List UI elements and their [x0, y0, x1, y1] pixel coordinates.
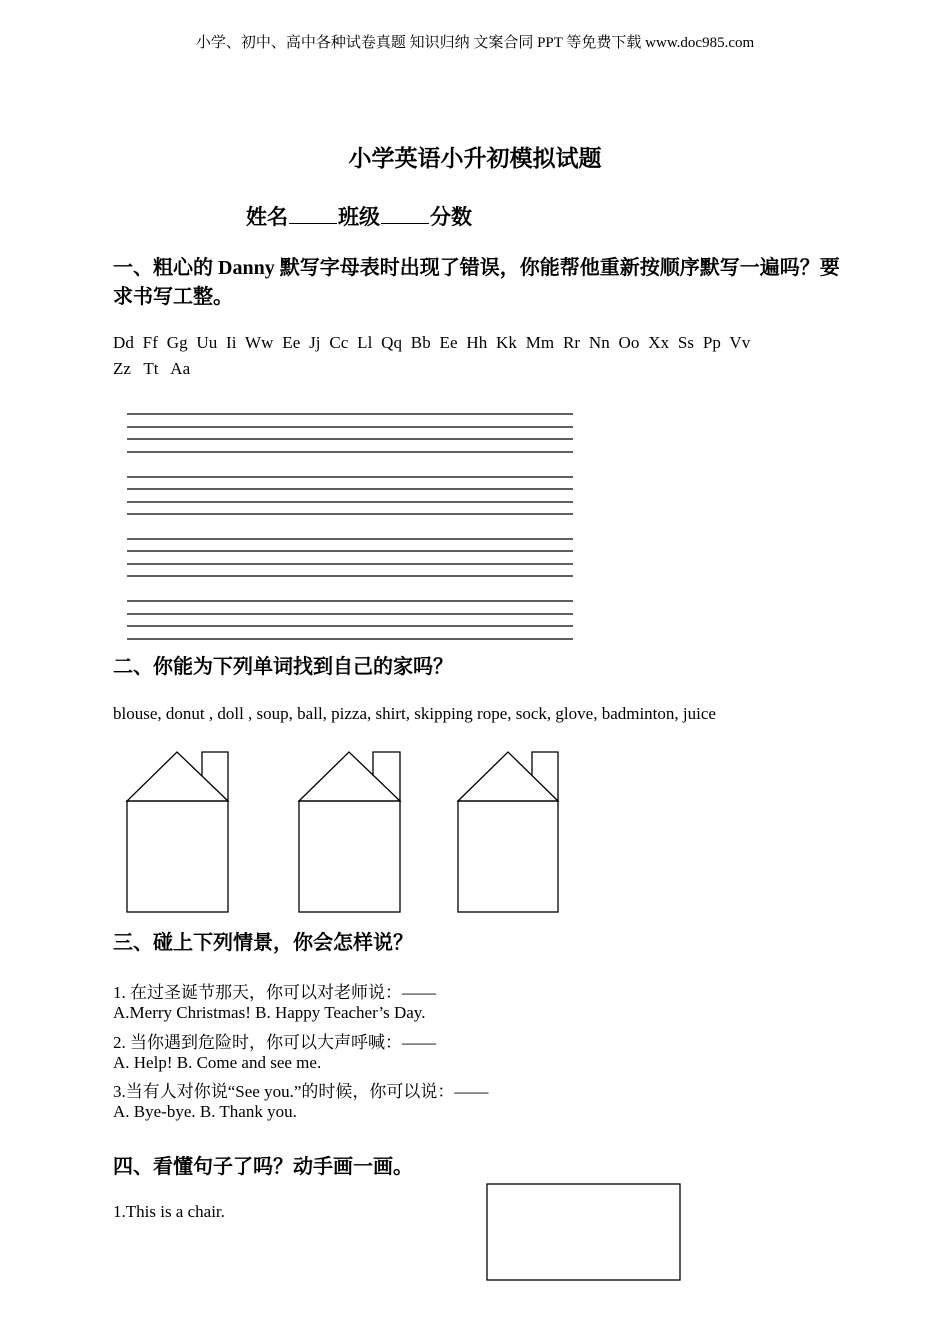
section1-heading: 一、粗心的 Danny 默写字母表时出现了错误，你能帮他重新按顺序默写一遍吗？要求书写工整。: [113, 257, 840, 308]
name-label: 姓名: [246, 205, 288, 229]
class-label: 班级: [338, 205, 380, 229]
draw-sentence-1: 1.This is a chair.: [113, 1202, 225, 1221]
letters-line-2: Zz Tt Aa: [113, 359, 191, 378]
page-title: 小学英语小升初模拟试题: [348, 146, 602, 171]
question-1-options: A.Merry Christmas! B. Happy Teacher’s Day.: [113, 1003, 426, 1022]
house-1[interactable]: [127, 752, 228, 912]
writing-line-group-2[interactable]: [127, 477, 573, 514]
score-label: 分数: [430, 205, 472, 229]
section2-heading: 二、你能为下列单词找到自己的家吗？: [113, 656, 453, 678]
house-3[interactable]: [458, 752, 558, 912]
question-3: 3.当有人对你说“See you.”的时候，你可以说：——: [113, 1082, 489, 1101]
section4-heading: 四、看懂句子了吗？动手画一画。: [113, 1156, 413, 1178]
writing-line-group-1[interactable]: [127, 414, 573, 452]
question-1: 1. 在过圣诞节那天，你可以对老师说：——: [113, 983, 436, 1002]
drawing-box[interactable]: [487, 1184, 680, 1280]
word-list: blouse, donut , doll , soup, ball, pizza, shirt, skipping rope, sock, glove, badminton, juice: [113, 704, 716, 723]
writing-line-group-4[interactable]: [127, 601, 573, 639]
page-header: 小学、初中、高中各种试卷真题 知识归纳 文案合同 PPT 等免费下载 www.doc985.com: [195, 35, 755, 51]
question-3-options: A. Bye-bye. B. Thank you.: [113, 1102, 297, 1121]
question-2: 2. 当你遇到危险时，你可以大声呼喊：——: [113, 1033, 436, 1052]
writing-line-group-3[interactable]: [127, 539, 573, 576]
section3-heading: 三、碰上下列情景，你会怎样说？: [113, 932, 413, 954]
question-2-options: A. Help! B. Come and see me.: [113, 1053, 322, 1072]
letters-line-1: Dd Ff Gg Uu Ii Ww Ee Jj Cc Ll Qq Bb Ee Hh Kk Mm Rr Nn Oo Xx Ss Pp Vv: [113, 333, 751, 352]
writing-lines: [127, 414, 573, 639]
house-2[interactable]: [299, 752, 400, 912]
